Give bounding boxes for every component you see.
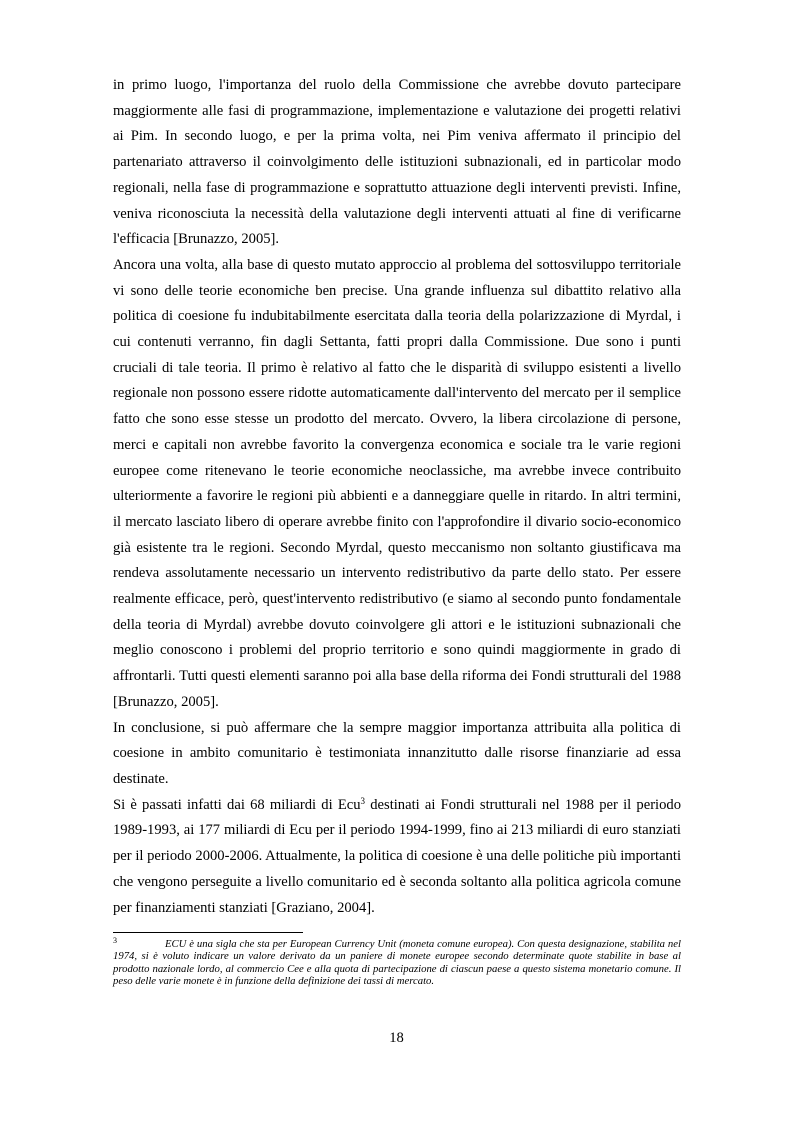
paragraph-myrdal-theory: Ancora una volta, alla base di questo mutato approccio al problema del sottosviluppo territoriale vi sono delle teorie economiche ben precise. Una grande influenza sul dibattito relativo alla politica di coesione fu indubitabilmente esercitata dalla teoria della polarizzazione di Myrdal, i cui contenuti verranno, fin dagli Settanta, fatti propri dalla Commissione. Due sono i punti cruciali di tale teoria. Il primo è relativo al fatto che le disparità di sviluppo esistenti a livello regionale non possono essere ridotte automaticamente dall'intervento del mercato per il semplice fatto che sono esse stesse un prodotto del mercato. Ovvero, la libera circolazione di persone, merci e capitali non avrebbe favorito la convergenza economica e sociale tra le varie regioni europee come ritenevano le teorie economiche neoclassiche, ma avrebbe invece contribuito ulteriormente a favorire le regioni più abbienti e a danneggiare quelle in ritardo. In altri termini, il mercato lasciato libero di operare avrebbe finito con l'approfondire il divario socio-economico già esistente tra le regioni. Secondo Myrdal, questo meccanismo non soltanto giustificava ma rendeva assolutamente necessario un intervento redistributivo da parte dello stato. Per essere realmente efficace, però, quest'intervento redistributivo (e siamo al secondo punto fondamentale della teoria di Myrdal) avrebbe dovuto coinvolgere gli attori e le istituzioni subnazionali che meglio conoscono i problemi del proprio territorio e sono quindi maggiormente in grado di affrontarli. Tutti questi elementi saranno poi alla base della riforma dei Fondi strutturali del 1988 [Brunazzo, 2005]. xyxy=(113,256,681,710)
paragraph-pim-principles: in primo luogo, l'importanza del ruolo della Commissione che avrebbe dovuto partecipare maggiormente alle fasi di programmazione, implementazione e valutazione dei progetti relativi ai Pim. In secondo luogo, e per la prima volta, nei Pim veniva affermato il principio del partenariato attraverso il coinvolgimento delle istituzioni subnazionali, ed in particolar modo regionali, nella fase di programmazione e soprattutto attuazione degli interventi previsti. Infine, veniva riconosciuta la necessità della valutazione degli interventi attuati al fine di verificarne l'efficacia [Brunazzo, 2005]. xyxy=(113,77,681,248)
paragraph-text-end: destinati ai Fondi strutturali nel 1988 per il periodo 1989-1993, ai 177 miliardi di Ecu per il periodo 1994-1999, fino ai 213 miliardi di euro stanziati per il periodo 2000-2006. Attualmente, la politica di coesione è una delle politiche più importanti che vengono perseguite a livello comunitario ed è seconda soltanto alla politica agricola comune per finanziamenti stanziati [Graziano, 2004]. xyxy=(113,796,681,916)
paragraph-text-start: Si è passati infatti dai 68 miliardi di Ecu xyxy=(113,796,361,813)
footnote-reference[interactable]: 3 xyxy=(360,795,366,806)
paragraph-conclusion: In conclusione, si può affermare che la sempre maggior importanza attribuita alla politica di coesione in ambito comunitario è testimoniata innanzitutto dalle risorse finanziarie ad essa destinate. xyxy=(113,719,681,787)
page-number: 18 xyxy=(389,1030,404,1046)
footnote-separator xyxy=(113,932,303,933)
footnote-text: ECU è una sigla che sta per European Currency Unit (moneta comune europea). Con questa designazione, stabilita nel 1974, si è voluto indicare un valore derivato da un paniere di monete europee secondo determinate quote stabilite in base al prodotto nazionale lordo, al commercio Cee e alla quota di partecipazione di ciascun paese a questo sistema monetario comune. Il peso delle varie monete è in funzione della definizione dei tassi di mercato. xyxy=(113,938,681,988)
body-text xyxy=(113,73,681,921)
paragraph-financial-resources xyxy=(113,793,681,922)
footnote: 3 ECU è una sigla che sta per European Currency Unit (moneta comune europea). Con questa designazione, stabilita nel 1974, si è voluto indicare un valore derivato da un paniere di monete europee secondo determinate quote stabilite in base al prodotto nazionale lordo, al commercio Cee e alla quota di partecipazione di ciascun paese a questo sistema monetario comune. Il peso delle varie monete è in funzione della definizione dei tassi di mercato. xyxy=(113,936,681,988)
